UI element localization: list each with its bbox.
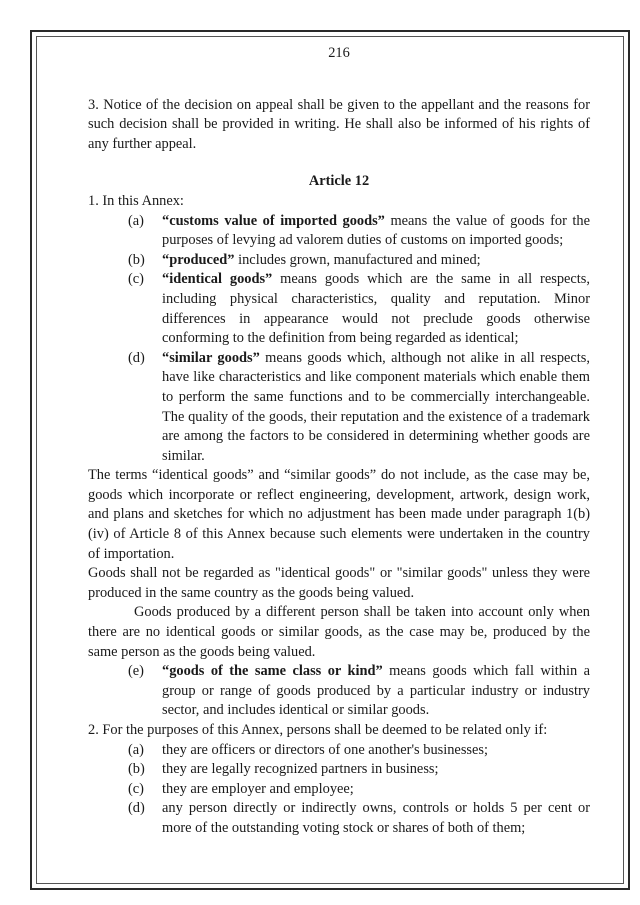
definition-term: “similar goods” — [162, 349, 260, 366]
definition-text: means goods which fall within a group or range of goods produced by a particular industry or industry sector, and includes identical or similar goods. — [162, 663, 590, 719]
paragraph-different-person: Goods produced by a different person shall be taken into account only when there are no identical goods or similar goods, as the case may be, produced by the same person as the goods being valued. — [88, 604, 590, 660]
definition-term: “customs value of imported goods” — [162, 212, 385, 229]
paragraph-3: 3. Notice of the decision on appeal shall be given to the appellant and the reasons for such decision shall be provided in writing. He shall also be informed of his rights of any further appeal. — [88, 96, 590, 152]
definition-text: means goods which are the same in all respects, including physical characteristics, quality and reputation. Minor differences in appearance would not preclude goods otherwise conforming to the definition from being regarded as identical; — [162, 271, 590, 347]
definition-term: “goods of the same class or kind” — [162, 663, 383, 680]
related-label: (c) — [128, 780, 144, 797]
definition-label: (a) — [128, 212, 144, 229]
definition-label: (b) — [128, 251, 145, 268]
definition-c — [128, 270, 590, 348]
section-2-intro: 2. For the purposes of this Annex, persons shall be deemed to be related only if: — [88, 722, 548, 738]
page-number: 216 — [328, 45, 350, 61]
related-b — [128, 760, 590, 780]
related-c — [128, 780, 590, 800]
definition-term: “identical goods” — [162, 271, 273, 288]
definition-d — [128, 349, 590, 467]
related-label: (b) — [128, 761, 145, 778]
related-text: any person directly or indirectly owns, controls or holds 5 per cent or more of the outstanding voting stock or shares of both of them; — [162, 800, 590, 836]
paragraph-not-regarded: Goods shall not be regarded as "identical goods" or "similar goods" unless they were produced in the same country as the goods being valued. — [88, 565, 590, 601]
definition-b — [128, 251, 590, 271]
article-heading: Article 12 — [308, 173, 370, 190]
definition-label: (c) — [128, 271, 144, 288]
definition-e — [128, 662, 590, 721]
related-label: (d) — [128, 800, 145, 817]
definition-a — [128, 212, 590, 251]
definition-text: means the value of goods for the purposes of levying ad valorem duties of customs on imported goods; — [162, 212, 591, 249]
related-text: they are employer and employee; — [162, 780, 354, 797]
definition-label: (e) — [128, 663, 144, 680]
definition-term: “produced” — [162, 251, 235, 268]
related-a — [128, 741, 590, 761]
related-label: (a) — [128, 741, 144, 758]
section-1-intro: 1. In this Annex: — [88, 192, 184, 209]
related-d — [128, 799, 590, 838]
paragraph-terms: The terms “identical goods” and “similar goods” do not include, as the case may be, goods which incorporate or reflect engineering, development, artwork, design work, and plans and sketches for which no adjustment has been made under paragraph 1(b)(iv) of Article 8 of this Annex because such elements were undertaken in the country of importation. — [88, 467, 590, 562]
document-body — [88, 44, 590, 839]
definition-text: includes grown, manufactured and mined; — [234, 251, 481, 268]
definition-text: means goods which, although not alike in all respects, have like characteristics and like component materials which enable them to perform the same functions and to be commercially interchangeable. The quality of the goods, their reputation and the existence of a trademark are among the factors to be considered in determining whether goods are similar. — [162, 349, 590, 464]
definition-label: (d) — [128, 349, 145, 366]
related-text: they are legally recognized partners in business; — [162, 761, 439, 778]
related-text: they are officers or directors of one another's businesses; — [162, 741, 489, 758]
